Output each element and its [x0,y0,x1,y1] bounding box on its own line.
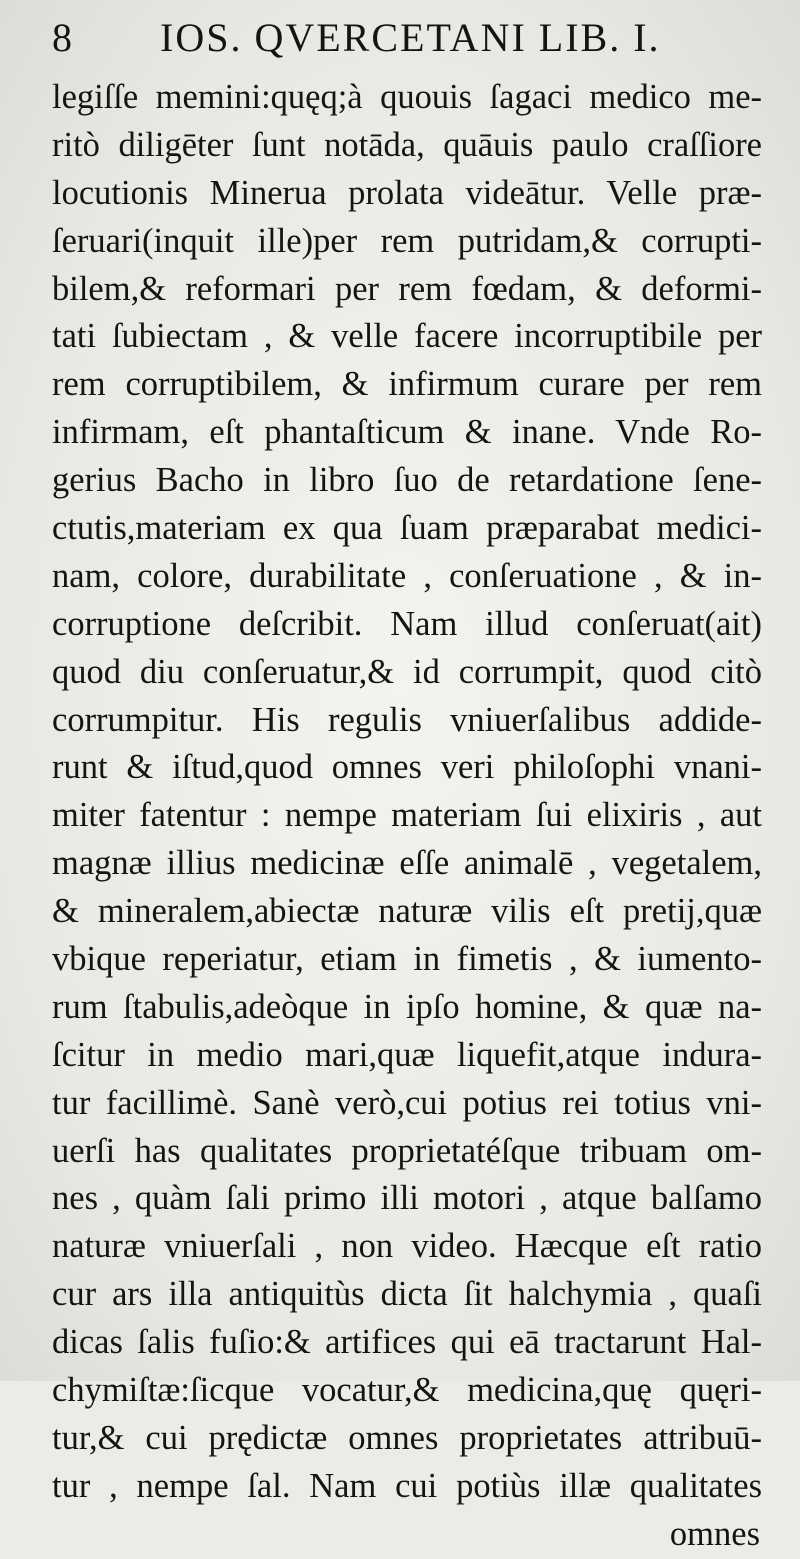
page-header [52,14,762,74]
page-number: 8 [52,15,74,60]
catchword: omnes [669,1514,760,1553]
text-line: corrumpitur. His regulis vniuerſalibus addide- [52,700,762,739]
text-line: cur ars illa antiquitùs dicta ſit halchymia , quaſi [52,1275,762,1314]
text-line: ritò diligēter ſunt notāda, quāuis paulo craſſiore [52,125,762,164]
text-line: quod diu conſeruatur,& id corrumpit, quod citò [52,652,762,691]
text-line: rum ſtabulis,adeòque in ipſo homine, & quæ na- [52,987,762,1026]
text-line: magnæ illius medicinæ eſſe animalē , vegetalem, [52,844,762,883]
text-line: bilem,& reformari per rem fœdam, & deformi- [52,269,762,308]
text-line: nam, colore, durabilitate , conſeruatione , & in- [52,556,762,595]
body-text [52,74,762,1511]
text-line: tur,& cui prędictæ omnes proprietates attribuū- [52,1418,762,1457]
text-line: rem corruptibilem, & infirmum curare per rem [52,365,762,404]
text-line: miter fatentur : nempe materiam ſui elixiris , aut [52,796,762,835]
text-line: ctutis,materiam ex qua ſuam præparabat medici- [52,509,762,548]
text-line: legiſſe memini:quęq;à quouis ſagaci medico me- [52,78,762,116]
text-line: nes , quàm ſali primo illi motori , atque balſamo [52,1179,762,1218]
text-line: ſeruari(inquit ille)per rem putridam,& corrupti- [52,221,762,260]
text-line: runt & iſtud,quod omnes veri philoſophi vnani- [52,748,762,787]
text-line: uerſi has qualitates proprietatéſque tribuam om- [52,1131,762,1170]
text-line: infirmam, eſt phantaſticum & inane. Vnde Ro- [52,413,762,452]
running-head: IOS. QVERCETANI LIB. I. [160,15,661,60]
text-line: vbique reperiatur, etiam in fimetis , & iumento- [52,940,762,979]
text-line: tur , nempe ſal. Nam cui potiùs illæ qualitates [52,1466,762,1505]
text-line: & mineralem,abiectæ naturæ vilis eſt pretij,quæ [52,892,762,931]
text-line: locutionis Minerua prolata videātur. Velle præ- [52,173,762,212]
text-line: naturæ vniuerſali , non video. Hæcque eſt ratio [52,1227,762,1266]
text-line: corruptione deſcribit. Nam illud conſeruat(ait) [52,604,762,643]
text-line: tati ſubiectam , & velle facere incorruptibile per [52,317,762,356]
text-line: gerius Bacho in libro ſuo de retardatione ſene- [52,461,762,500]
text-line: ſcitur in medio mari,quæ liquefit,atque indura- [52,1035,762,1074]
text-line: tur facillimè. Sanè verò,cui potius rei totius vni- [52,1083,762,1122]
text-line: dicas ſalis fuſio:& artifices qui eā tractarunt Hal- [52,1323,762,1362]
text-line: chymiſtæ:ſicque vocatur,& medicina,quę quęri- [52,1371,762,1410]
